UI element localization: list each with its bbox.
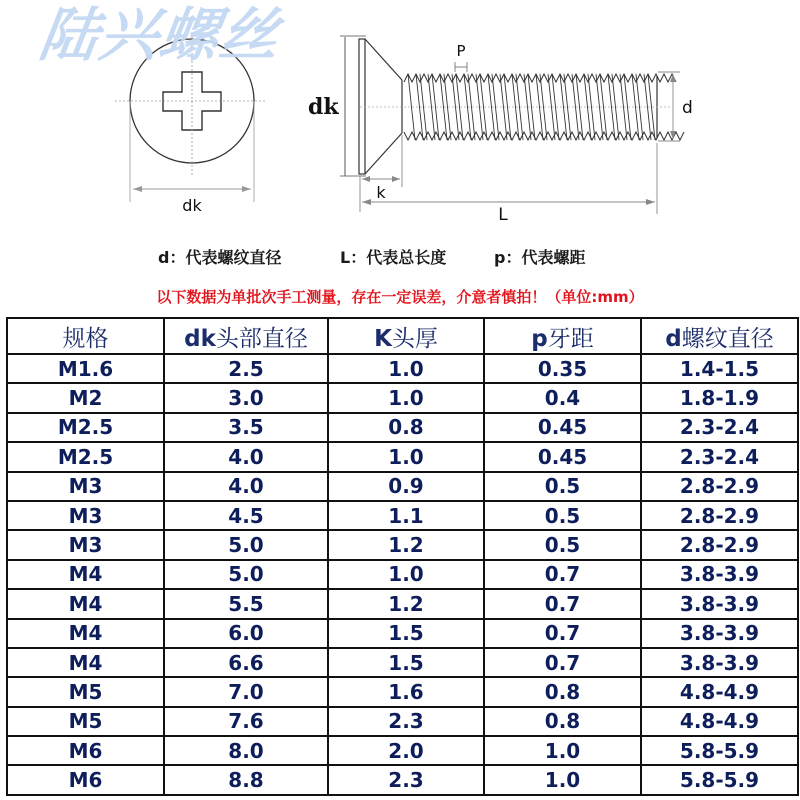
head-diameter-cell: 4.0 xyxy=(164,472,328,501)
head-thickness-cell: 2.0 xyxy=(328,736,484,765)
pitch-cell: 0.8 xyxy=(484,707,641,736)
pitch-label: P xyxy=(456,42,466,60)
watermark: 陆兴螺丝 xyxy=(35,1,285,69)
table-row xyxy=(7,589,798,618)
spec-cell: M3 xyxy=(7,501,164,530)
thread-diameter-cell: 5.8-5.9 xyxy=(641,765,798,794)
spec-cell: M6 xyxy=(7,736,164,765)
spec-cell: M4 xyxy=(7,560,164,589)
pitch-cell: 0.4 xyxy=(484,383,641,412)
dimension-legend xyxy=(0,245,800,271)
pitch-cell: 0.35 xyxy=(484,354,641,383)
spec-cell: M4 xyxy=(7,648,164,677)
pitch-cell: 0.5 xyxy=(484,472,641,501)
spec-cell: M5 xyxy=(7,677,164,706)
head-diameter-cell: 3.0 xyxy=(164,383,328,412)
head-diameter-cell: 3.5 xyxy=(164,413,328,442)
spec-cell: M3 xyxy=(7,530,164,559)
spec-cell: M2.5 xyxy=(7,413,164,442)
pitch-cell: 0.5 xyxy=(484,501,641,530)
table-row xyxy=(7,383,798,412)
table-row xyxy=(7,707,798,736)
head-diameter-cell: 6.6 xyxy=(164,648,328,677)
side-view-screw-icon xyxy=(340,36,684,214)
thread-diameter-cell: 3.8-3.9 xyxy=(641,560,798,589)
header-head-thickness: K头厚 xyxy=(328,318,484,354)
header-head-diameter: dk头部直径 xyxy=(164,318,328,354)
thread-diameter-cell: 2.3-2.4 xyxy=(641,413,798,442)
thread-diameter-cell: 3.8-3.9 xyxy=(641,589,798,618)
table-row xyxy=(7,677,798,706)
spec-cell: M2 xyxy=(7,383,164,412)
table-row xyxy=(7,472,798,501)
table-row xyxy=(7,530,798,559)
pitch-cell: 1.0 xyxy=(484,736,641,765)
head-diameter-cell: 5.0 xyxy=(164,560,328,589)
pitch-cell: 0.7 xyxy=(484,619,641,648)
table-row xyxy=(7,648,798,677)
pitch-cell: 0.7 xyxy=(484,560,641,589)
head-thickness-cell: 0.9 xyxy=(328,472,484,501)
thread-diameter-cell: 3.8-3.9 xyxy=(641,648,798,677)
thread-diameter-cell: 1.4-1.5 xyxy=(641,354,798,383)
screw-diagram xyxy=(0,0,800,240)
head-diameter-cell: 2.5 xyxy=(164,354,328,383)
thread-diameter-label: d xyxy=(682,98,693,118)
spec-cell: M2.5 xyxy=(7,442,164,471)
spec-cell: M4 xyxy=(7,589,164,618)
head-thickness-cell: 1.0 xyxy=(328,354,484,383)
head-thickness-cell: 1.1 xyxy=(328,501,484,530)
head-thickness-cell: 0.8 xyxy=(328,413,484,442)
head-diameter-cell: 6.0 xyxy=(164,619,328,648)
spec-cell: M5 xyxy=(7,707,164,736)
spec-cell: M3 xyxy=(7,472,164,501)
head-diameter-cell: 4.5 xyxy=(164,501,328,530)
head-diameter-cell: 8.0 xyxy=(164,736,328,765)
table-header-row xyxy=(7,318,798,354)
pitch-cell: 0.45 xyxy=(484,442,641,471)
head-diameter-cell: 7.6 xyxy=(164,707,328,736)
table-row xyxy=(7,501,798,530)
thread-diameter-cell: 5.8-5.9 xyxy=(641,736,798,765)
thread-diameter-cell: 4.8-4.9 xyxy=(641,677,798,706)
pitch-cell: 0.7 xyxy=(484,589,641,618)
head-thickness-cell: 1.2 xyxy=(328,530,484,559)
head-diameter-cell: 5.0 xyxy=(164,530,328,559)
pitch-cell: 0.8 xyxy=(484,677,641,706)
header-thread-diameter: d螺纹直径 xyxy=(641,318,798,354)
measurement-notice: 以下数据为单批次手工测量，存在一定误差，介意者慎拍！（单位:mm） xyxy=(156,288,644,306)
table-row xyxy=(7,619,798,648)
front-dk-label: dk xyxy=(182,196,202,215)
head-thickness-cell: 1.5 xyxy=(328,648,484,677)
spec-cell: M4 xyxy=(7,619,164,648)
head-thickness-cell: 1.0 xyxy=(328,560,484,589)
head-thickness-cell: 1.2 xyxy=(328,589,484,618)
thread-diameter-cell: 2.3-2.4 xyxy=(641,442,798,471)
table-row xyxy=(7,354,798,383)
thread-diameter-cell: 2.8-2.9 xyxy=(641,472,798,501)
table-row xyxy=(7,736,798,765)
head-thickness-label: k xyxy=(376,183,386,202)
thread-diameter-cell: 3.8-3.9 xyxy=(641,619,798,648)
length-label: L xyxy=(498,205,508,225)
pitch-cell: 0.45 xyxy=(484,413,641,442)
head-diameter-cell: 7.0 xyxy=(164,677,328,706)
spec-table xyxy=(6,317,799,796)
header-spec: 规格 xyxy=(7,318,164,354)
pitch-cell: 0.5 xyxy=(484,530,641,559)
head-diameter-cell: 5.5 xyxy=(164,589,328,618)
table-row xyxy=(7,560,798,589)
header-pitch: p牙距 xyxy=(484,318,641,354)
table-row xyxy=(7,765,798,794)
thread-diameter-cell: 2.8-2.9 xyxy=(641,501,798,530)
spec-cell: M1.6 xyxy=(7,354,164,383)
pitch-cell: 0.7 xyxy=(484,648,641,677)
pitch-cell: 1.0 xyxy=(484,765,641,794)
legend-p: p：代表螺距 xyxy=(494,248,586,267)
thread-diameter-cell: 1.8-1.9 xyxy=(641,383,798,412)
thread-diameter-cell: 2.8-2.9 xyxy=(641,530,798,559)
head-thickness-cell: 2.3 xyxy=(328,707,484,736)
head-diameter-cell: 8.8 xyxy=(164,765,328,794)
spec-cell: M6 xyxy=(7,765,164,794)
head-thickness-cell: 1.0 xyxy=(328,442,484,471)
side-dk-label: dk xyxy=(308,94,339,120)
head-diameter-cell: 4.0 xyxy=(164,442,328,471)
table-row xyxy=(7,413,798,442)
head-thickness-cell: 1.0 xyxy=(328,383,484,412)
head-thickness-cell: 1.6 xyxy=(328,677,484,706)
head-thickness-cell: 2.3 xyxy=(328,765,484,794)
legend-d: d：代表螺纹直径 xyxy=(158,248,282,267)
table-row xyxy=(7,442,798,471)
thread-diameter-cell: 4.8-4.9 xyxy=(641,707,798,736)
head-thickness-cell: 1.5 xyxy=(328,619,484,648)
legend-L: L：代表总长度 xyxy=(340,248,447,267)
